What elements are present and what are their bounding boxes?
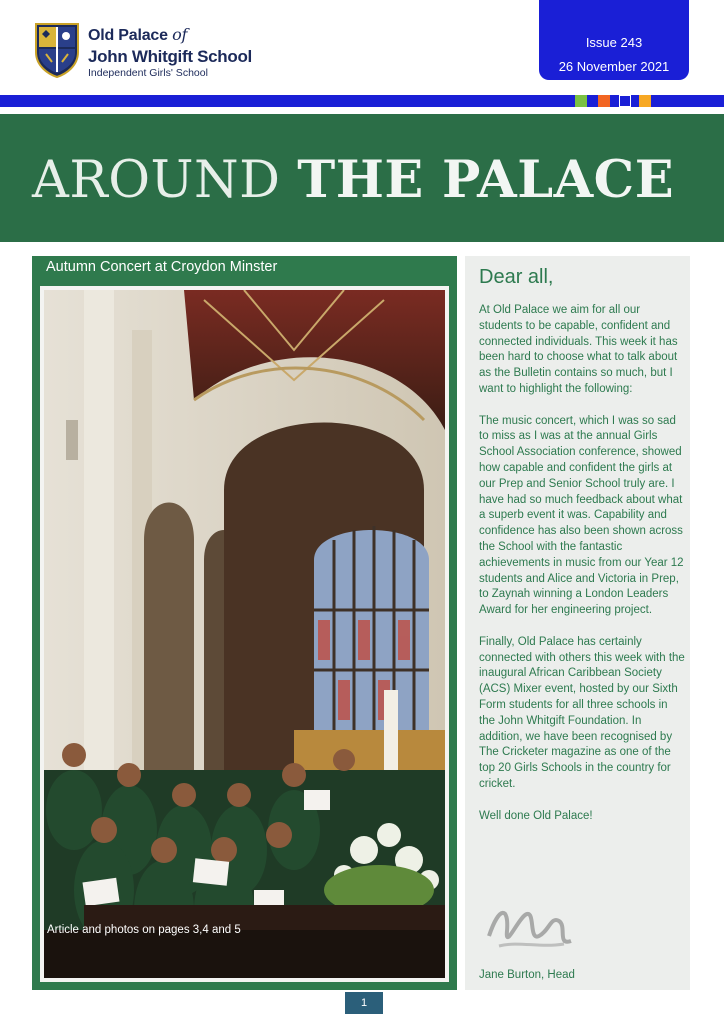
square-orange <box>598 95 610 107</box>
school-name-line2: John Whitgift School <box>88 47 252 66</box>
letter-paragraph: Well done Old Palace! <box>479 809 593 822</box>
school-name-of: of <box>172 25 188 44</box>
square-blue <box>619 95 631 107</box>
square-amber <box>639 95 651 107</box>
feature-photo-card <box>32 256 457 990</box>
school-crest-icon <box>34 22 80 78</box>
banner-title <box>32 150 674 211</box>
letter-body <box>479 303 685 840</box>
concert-photo <box>44 290 445 978</box>
issue-date: 26 November 2021 <box>558 59 670 74</box>
school-logo <box>34 22 274 84</box>
blue-stripe <box>0 95 724 107</box>
square-green <box>575 95 587 107</box>
issue-tab <box>539 0 689 80</box>
banner-title-light: AROUND <box>32 151 281 210</box>
letter-paragraph: At Old Palace we aim for all our students to be capable, confident and connected individuals. This week it has been hard to choose what to talk about as the Bulletin contains so much, but I want to highlight the following: <box>479 304 678 395</box>
school-name-line1: Old Palace of <box>88 25 188 44</box>
photo-card-title: Autumn Concert at Croydon Minster <box>46 259 278 275</box>
letter-signoff: Jane Burton, Head <box>479 969 575 981</box>
school-name <box>88 24 252 79</box>
letter-paragraph: The music concert, which I was so sad to miss as I was at the annual Girls School Association conference, showed how capable and confident the girls at our Prep and Senior School truly are. I have had so much feedback about what a superb event it was. Capability and confidence has also been shown across the School with the fantastic achievements in music from our Year 12 students and Alice and Victoria in Prep, to Zaynah winning a London Leaders Award for her engineering project. <box>479 414 684 617</box>
banner-title-bold: THE PALACE <box>297 150 675 210</box>
photo-frame <box>40 286 449 982</box>
school-subtitle: Independent Girls' School <box>88 67 208 79</box>
title-banner <box>0 114 724 242</box>
issue-number: Issue 243 <box>585 35 643 50</box>
letter-greeting: Dear all, <box>479 266 554 288</box>
concert-photo-illustration <box>44 290 445 978</box>
head-letter <box>465 256 690 990</box>
letter-paragraph: Finally, Old Palace has certainly connected with others this week with the inaugural African Caribbean Society (ACS) Mixer event, hosted by our Sixth Form students for all three schools in the John Whitgift Foundation. In addition, we have been recognised by The Cricketer magazine as one of the top 20 Girls Schools in the country for cricket. <box>479 635 685 790</box>
photo-note: Article and photos on pages 3,4 and 5 <box>47 924 241 936</box>
page-number: 1 <box>345 992 383 1014</box>
signature-mark <box>479 896 579 958</box>
